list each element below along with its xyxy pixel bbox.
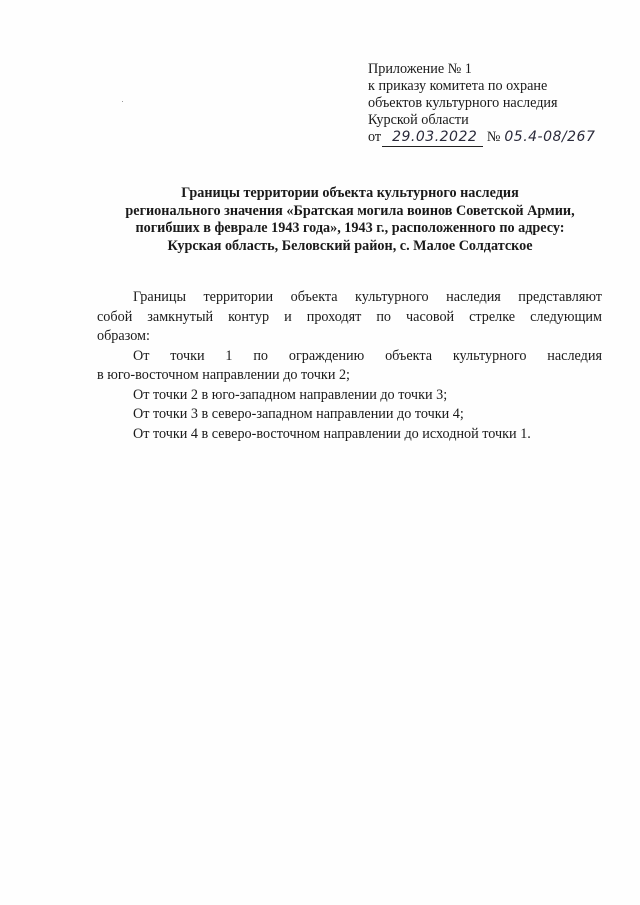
scan-speck bbox=[122, 101, 123, 102]
handwritten-date: 29.03.2022 bbox=[382, 129, 483, 147]
annex-committee-line: объектов культурного наследия bbox=[368, 95, 558, 111]
paragraph-intro bbox=[97, 288, 602, 347]
paragraph-point-1-line-1: От точки 1 по ограждению объекта культурного наследия bbox=[133, 347, 602, 364]
title-line-2: регионального значения «Братская могила воинов Советской Армии, bbox=[125, 202, 575, 219]
annex-region-line: Курской области bbox=[368, 112, 469, 128]
paragraph-intro-line-2: собой замкнутый контур и проходят по часовой стрелке следующим bbox=[97, 308, 602, 325]
paragraph-point-4: От точки 4 в северо-восточном направлении до исходной точки 1. bbox=[133, 425, 531, 442]
document-title bbox=[60, 185, 640, 255]
annex-number-sign: № bbox=[486, 129, 501, 145]
paragraph-intro-line-3: образом: bbox=[97, 328, 150, 344]
handwritten-order-number: 05.4-08/267 bbox=[504, 129, 596, 145]
paragraph-point-2: От точки 2 в юго-западном направлении до точки 3; bbox=[133, 386, 448, 403]
paragraph-point-3: От точки 3 в северо-западном направлении до точки 4; bbox=[133, 406, 464, 422]
paragraph-intro-line-1: Границы территории объекта культурного наследия представляют bbox=[133, 289, 602, 305]
title-line-4: Курская область, Беловский район, с. Малое Солдатское bbox=[167, 237, 533, 254]
title-line-1: Границы территории объекта культурного наследия bbox=[181, 185, 519, 201]
paragraph-point-1 bbox=[97, 347, 602, 386]
annex-ot-label: от bbox=[368, 129, 382, 145]
annex-order-line: к приказу комитета по охране bbox=[368, 78, 548, 94]
document-body bbox=[97, 288, 602, 444]
title-line-3: погибших в феврале 1943 года», 1943 г., расположенного по адресу: bbox=[135, 220, 565, 236]
annex-date-number-line bbox=[368, 129, 618, 147]
annex-header bbox=[368, 61, 618, 147]
annex-title: Приложение № 1 bbox=[368, 61, 472, 77]
paragraph-point-1-line-2: в юго-восточном направлении до точки 2; bbox=[97, 367, 350, 383]
